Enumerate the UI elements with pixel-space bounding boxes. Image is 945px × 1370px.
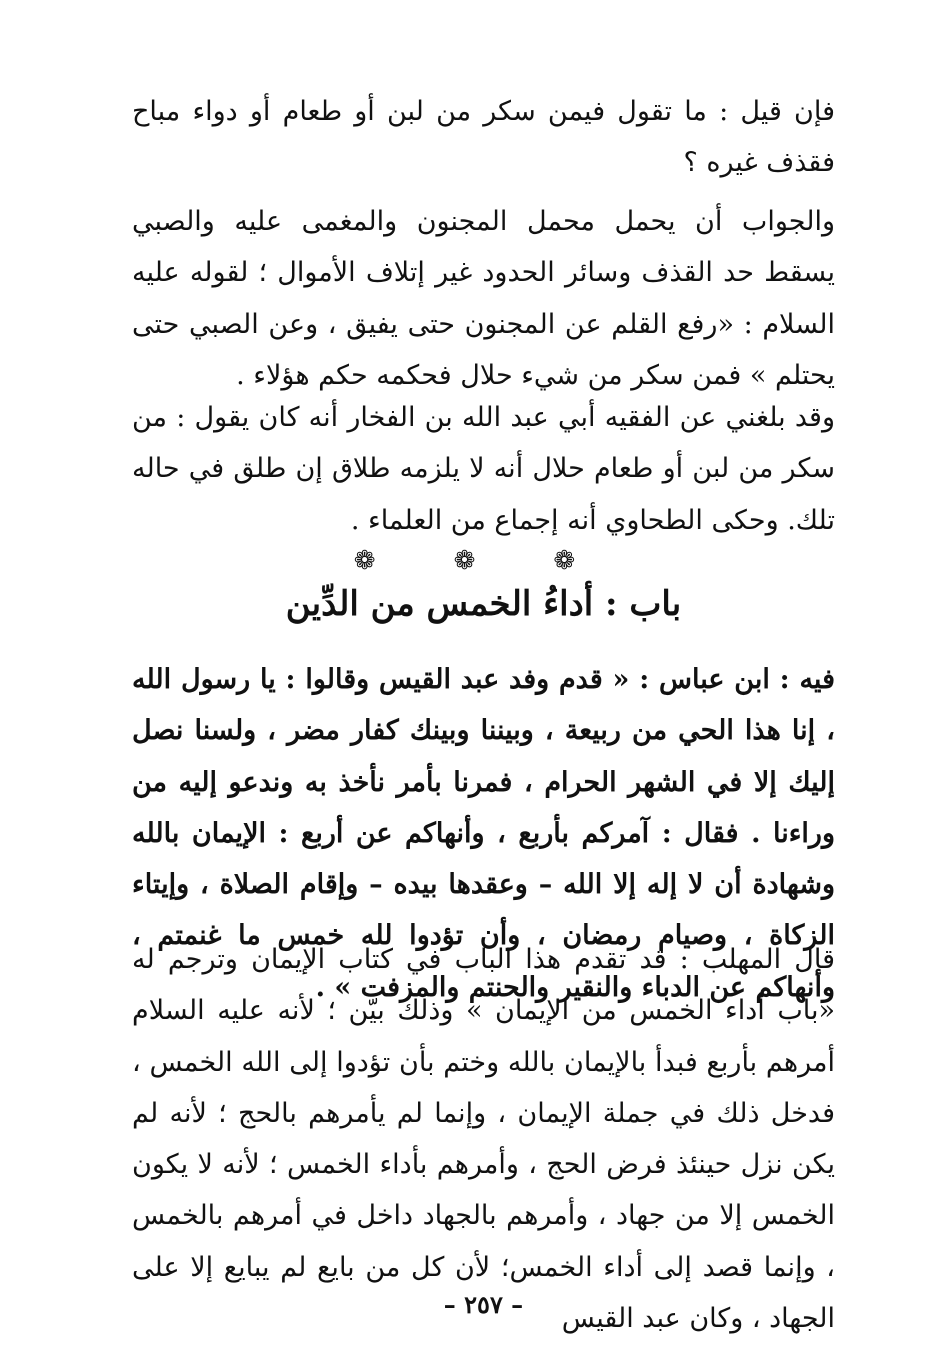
paragraph-commentary: قال المهلب : قد تقدم هذا الباب في كتاب الإيمان وترجم له «باب أداء الخمس من الإيمان » وذلك بيّن ؛ لأنه عليه السلام أمرهم بأربع فبدأ بالإيمان بالله وختم بأن تؤدوا إلى الله الخمس ، فدخل ذلك في جملة الإيمان ، وإنما لم يأمرهم بالحج ؛ لأنه لم يكن نزل حينئذ فرض الحج ، وأمرهم بأداء الخمس ؛ لأنه لا يكون الخمس إلا من جهاد ، وأمرهم بالجهاد داخل في أمرهم بالخمس ، وإنما قصد إلى أداء الخمس؛ لأن كل من بايع لم يبايع إلا على الجهاد ، وكان عبد القيس <box>132 944 835 1335</box>
star-ornament-icon: ❁ <box>553 546 614 576</box>
paragraph-answer: والجواب أن يحمل محمل المجنون والمغمى عليه والصبي يسقط حد القذف وسائر الحدود غير إتلاف الأموال ؛ لقوله عليه السلام : «رفع القلم عن المجنون حتى يفيق ، وعن الصبي حتى يحتلم » فمن سكر من شيء حلال فحكمه حكم هؤلاء . <box>132 206 835 391</box>
book-page <box>132 86 835 1356</box>
chapter-title: باب : أداءُ الخمس من الدِّين <box>285 584 682 624</box>
page-number: – ٢٥٧ – <box>443 1290 524 1319</box>
paragraph-question: فإن قيل : ما تقول فيمن سكر من لبن أو طعام أو دواء مباح فقذف غيره ؟ <box>132 96 835 179</box>
paragraph-hadith: فيه : ابن عباس : « قدم وفد عبد القيس وقالوا : يا رسول الله ، إنا هذا الحي من ربيعة ، وبيننا وبينك كفار مضر ، ولسنا نصل إليك إلا في الشهر الحرام ، فمرنا بأمر نأخذ به وندعو إليه من وراءنا . فقال : آمركم بأربع ، وأنهاكم عن أربع : الإيمان بالله وشهادة أن لا إله إلا الله – وعقدها بيده – وإقام الصلاة ، وإيتاء الزكاة ، وصيام رمضان ، وأن تؤدوا لله خمس ما غنمتم ، وأنهاكم عن الدباء والنقير والحنتم والمزفت » . <box>132 664 835 1003</box>
paragraph-report: وقد بلغني عن الفقيه أبي عبد الله بن الفخار أنه كان يقول : من سكر من لبن أو طعام حلال أنه لا يلزمه طلاق إن طلق في حاله تلك. وحكى الطحاوي أنه إجماع من العلماء . <box>132 402 835 536</box>
section-separator <box>132 546 835 576</box>
star-ornament-icon: ❁ <box>453 546 514 576</box>
star-ornament-icon: ❁ <box>353 546 414 576</box>
